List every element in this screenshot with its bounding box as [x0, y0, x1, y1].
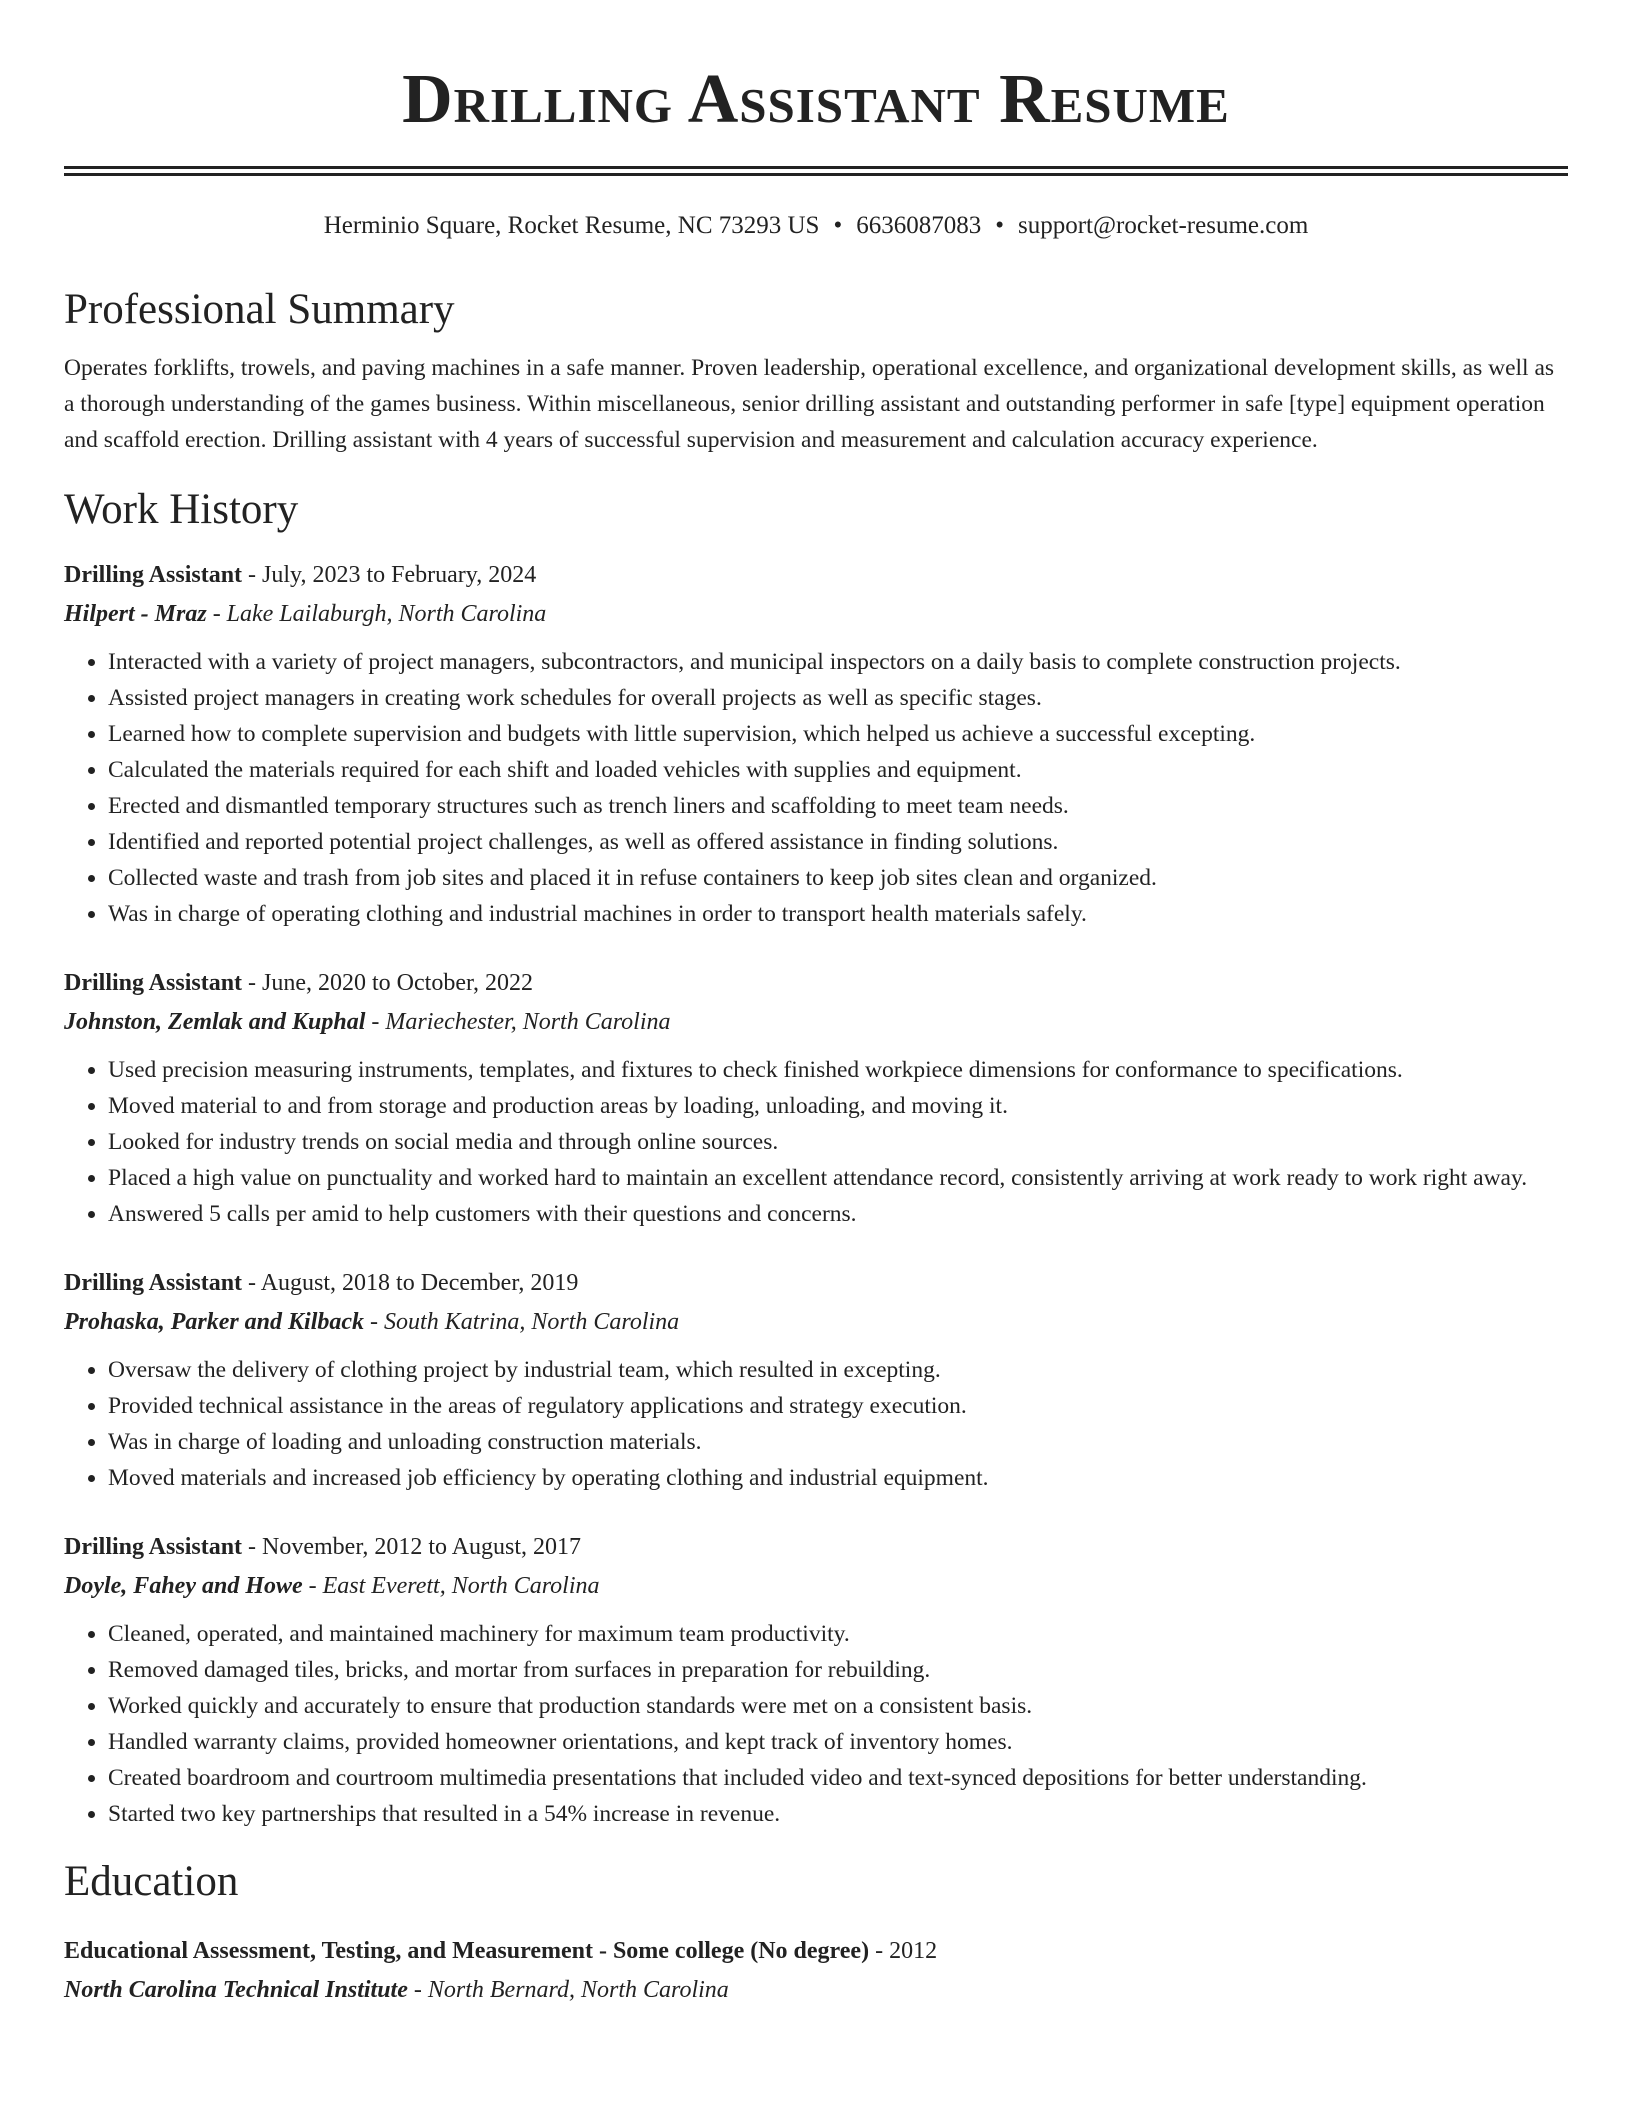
job-bullets	[64, 644, 1568, 932]
job-company: Hilpert - Mraz	[64, 601, 207, 627]
job-company-line	[64, 1002, 1568, 1042]
education-degree: Educational Assessment, Testing, and Measurement - Some college (No degree)	[64, 1938, 870, 1964]
job-bullet: • Answered 5 calls per amid to help customers with their questions and concerns.	[108, 1196, 1568, 1232]
job-bullet: • Was in charge of loading and unloading construction materials.	[108, 1424, 1568, 1460]
job-bullet: • Created boardroom and courtroom multimedia presentations that included video and text-synced depositions for better understanding.	[108, 1760, 1568, 1796]
job-bullet: • Moved material to and from storage and production areas by loading, unloading, and moving it.	[108, 1088, 1568, 1124]
job-dates: - June, 2020 to October, 2022	[242, 970, 534, 996]
summary-text: Operates forklifts, trowels, and paving machines in a safe manner. Proven leadership, operational excellence, and organizational development skills, as well as a thorough understanding of the games business. Within miscellaneous, senior drilling assistant and outstanding performer in safe [type] equipment operation and scaffold erection. Drilling assistant with 4 years of successful supervision and measurement and calculation accuracy experience.	[64, 355, 1555, 453]
job-bullet: • Learned how to complete supervision and budgets with little supervision, which helped us achieve a successful excepting.	[108, 716, 1568, 752]
education-school: North Carolina Technical Institute	[64, 1977, 408, 2003]
job-title-line	[64, 964, 1568, 1002]
contact-phone: 6636087083	[856, 212, 982, 239]
job-title: Drilling Assistant	[64, 970, 243, 996]
job-bullet: • Handled warranty claims, provided homeowner orientations, and kept track of inventory homes.	[108, 1724, 1568, 1760]
summary-heading: Professional Summary	[64, 286, 455, 333]
job-bullet: • Removed damaged tiles, bricks, and mortar from surfaces in preparation for rebuilding.	[108, 1652, 1568, 1688]
job-dates: - July, 2023 to February, 2024	[242, 562, 537, 588]
resume-title: Drilling Assistant Resume	[402, 61, 1230, 138]
contact-line	[64, 210, 1568, 242]
contact-email: support@rocket-resume.com	[1018, 212, 1309, 239]
job-company: Doyle, Fahey and Howe	[64, 1573, 303, 1599]
job-bullet: • Calculated the materials required for each shift and loaded vehicles with supplies and equipment.	[108, 752, 1568, 788]
education-year: - 2012	[869, 1938, 938, 1964]
job-dates: - August, 2018 to December, 2019	[242, 1270, 579, 1296]
education-entry	[64, 1932, 1568, 2010]
contact-address: Herminio Square, Rocket Resume, NC 73293 US	[323, 212, 820, 239]
job-title-line	[64, 1528, 1568, 1566]
job-bullet: • Collected waste and trash from job sites and placed it in refuse containers to keep job sites clean and organized.	[108, 860, 1568, 896]
job-bullet: • Started two key partnerships that resulted in a 54% increase in revenue.	[108, 1796, 1568, 1832]
job-bullet: • Looked for industry trends on social media and through online sources.	[108, 1124, 1568, 1160]
job-bullets	[64, 1052, 1568, 1232]
job-entry	[64, 1264, 1568, 1496]
job-location: - Lake Lailaburgh, North Carolina	[206, 601, 547, 627]
job-bullet: • Worked quickly and accurately to ensure that production standards were met on a consistent basis.	[108, 1688, 1568, 1724]
education-school-line	[64, 1970, 1568, 2010]
job-entry	[64, 1528, 1568, 1832]
job-location: - Mariechester, North Carolina	[365, 1009, 671, 1035]
job-bullet: • Moved materials and increased job efficiency by operating clothing and industrial equipment.	[108, 1460, 1568, 1496]
education-location: - North Bernard, North Carolina	[407, 1977, 729, 2003]
job-title: Drilling Assistant	[64, 1534, 243, 1560]
job-title: Drilling Assistant	[64, 1270, 243, 1296]
job-location: - East Everett, North Carolina	[302, 1573, 600, 1599]
contact-separator: •	[995, 212, 1004, 239]
job-title: Drilling Assistant	[64, 562, 243, 588]
job-location: - South Katrina, North Carolina	[364, 1309, 680, 1335]
job-bullet: • Identified and reported potential project challenges, as well as offered assistance in finding solutions.	[108, 824, 1568, 860]
job-bullet: • Assisted project managers in creating work schedules for overall projects as well as specific stages.	[108, 680, 1568, 716]
job-dates: - November, 2012 to August, 2017	[242, 1534, 582, 1560]
job-bullet: • Oversaw the delivery of clothing project by industrial team, which resulted in excepting.	[108, 1352, 1568, 1388]
job-bullet: • Placed a high value on punctuality and worked hard to maintain an excellent attendance record, consistently arriving at work ready to work right away.	[108, 1160, 1568, 1196]
job-bullet: • Cleaned, operated, and maintained machinery for maximum team productivity.	[108, 1616, 1568, 1652]
job-bullet: • Interacted with a variety of project managers, subcontractors, and municipal inspectors on a daily basis to complete construction projects.	[108, 644, 1568, 680]
job-entry	[64, 964, 1568, 1232]
job-title-line	[64, 556, 1568, 594]
contact-separator: •	[833, 212, 843, 239]
job-bullet: • Was in charge of operating clothing and industrial machines in order to transport health materials safely.	[108, 896, 1568, 932]
job-bullets	[64, 1616, 1568, 1832]
education-heading: Education	[64, 1858, 239, 1905]
job-bullet: • Provided technical assistance in the areas of regulatory applications and strategy execution.	[108, 1388, 1568, 1424]
job-bullets	[64, 1352, 1568, 1496]
job-company-line	[64, 1566, 1568, 1606]
job-entry	[64, 556, 1568, 932]
job-title-line	[64, 1264, 1568, 1302]
job-company-line	[64, 594, 1568, 634]
job-bullet: • Used precision measuring instruments, templates, and fixtures to check finished workpiece dimensions for conformance to specifications.	[108, 1052, 1568, 1088]
education-degree-line	[64, 1932, 1568, 1970]
work-history-heading: Work History	[64, 486, 299, 533]
job-company: Johnston, Zemlak and Kuphal	[64, 1009, 366, 1035]
job-company-line	[64, 1302, 1568, 1342]
job-bullet: • Erected and dismantled temporary structures such as trench liners and scaffolding to meet team needs.	[108, 788, 1568, 824]
job-company: Prohaska, Parker and Kilback	[64, 1309, 365, 1335]
title-double-rule	[64, 166, 1568, 176]
